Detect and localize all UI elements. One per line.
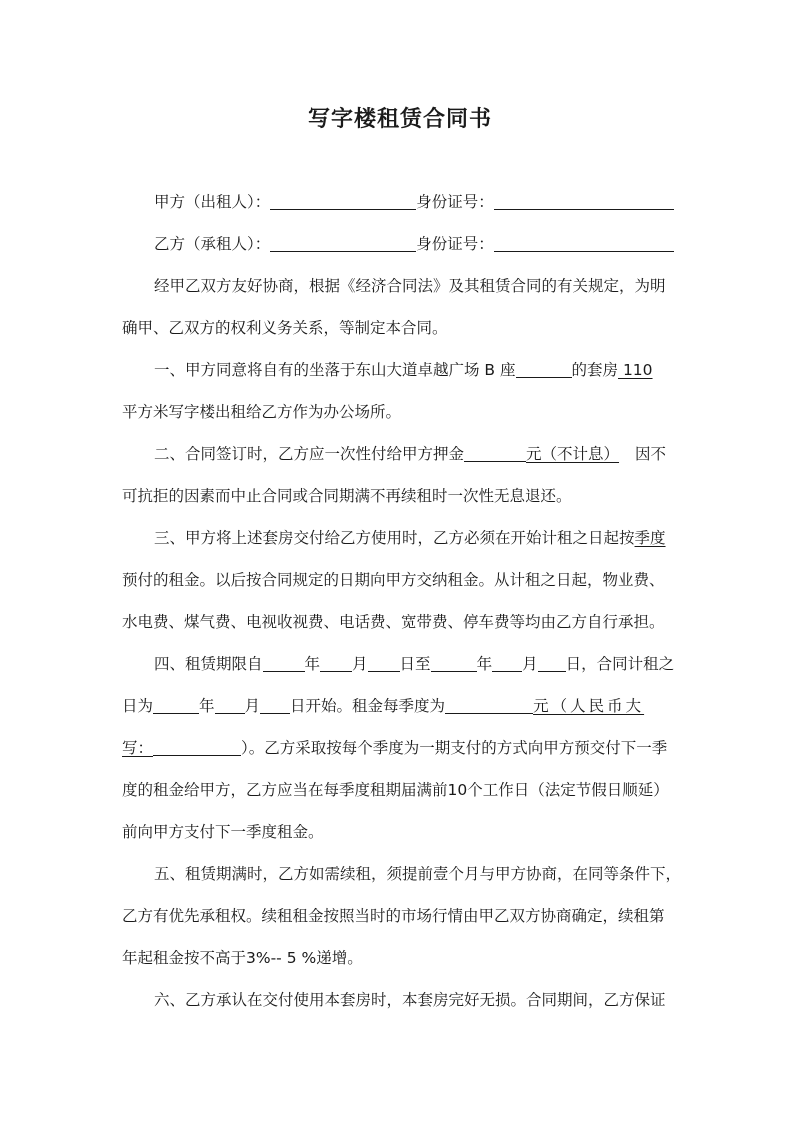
clause-3-line-1 <box>154 527 666 549</box>
party-a-id-label: 身份证号： <box>416 193 494 211</box>
party-b-id-label: 身份证号： <box>416 235 494 253</box>
area-value: 110 <box>618 361 653 379</box>
clause-4-line-1 <box>154 653 674 675</box>
clause-4-line-4: 度的租金给甲方，乙方应当在每季度租期届满前10个工作日（法定节假日顺延） <box>122 781 669 799</box>
deposit-unit: 元（不计息） <box>526 445 620 463</box>
start-day-label: 日至 <box>399 655 431 673</box>
clause-1-text-a: 一、甲方同意将自有的坐落于东山大道卓越广场 B 座 <box>154 361 516 379</box>
clause-1-text-b: 的套房 <box>571 361 619 379</box>
clause-2-text-a: 二、合同签订时，乙方应一次性付给甲方押金 <box>154 445 465 463</box>
clause-3-line-3: 水电费、煤气费、电视收视费、电话费、宽带费、停车费等均由乙方自行承担。 <box>122 613 665 631</box>
clause-4-line-2 <box>122 695 644 717</box>
party-a-label: 甲方（出租人）： <box>154 193 271 211</box>
party-a-id-blank <box>494 191 674 210</box>
start-year-label: 年 <box>304 655 321 673</box>
end-month-blank <box>492 653 522 672</box>
end-day-blank <box>538 653 566 672</box>
clause-4-text-a: 四、租赁期限自 <box>154 655 263 673</box>
clause-5-line-3: 年起租金按不高于3%-- 5 %递增。 <box>122 949 363 967</box>
start-year-blank <box>263 653 305 672</box>
party-a-line <box>154 191 674 213</box>
end-year-label: 年 <box>476 655 493 673</box>
clause-3-line-2: 预付的租金。以后按合同规定的日期向甲方交纳租金。从计租之日起，物业费、 <box>122 571 665 589</box>
document-title: 写字楼租赁合同书 <box>307 107 492 132</box>
amount-in-words-blank <box>153 737 241 756</box>
clause-1-line-2: 平方米写字楼出租给乙方作为办公场所。 <box>122 403 402 421</box>
clause-4-line-3 <box>122 737 667 759</box>
end-year-blank <box>431 653 477 672</box>
rent-start-month-label: 月 <box>244 697 261 715</box>
rent-start-day-label: 日开始。租金每季度为 <box>290 697 446 715</box>
party-b-label: 乙方（承租人）： <box>154 235 271 253</box>
rent-start-day-blank <box>260 695 290 714</box>
amount-in-words-label: 写： <box>122 739 154 757</box>
rent-start-month-blank <box>215 695 245 714</box>
start-month-blank <box>320 653 352 672</box>
party-b-line <box>154 233 674 255</box>
rent-start-year-blank <box>153 695 199 714</box>
clause-4-line-5: 前向甲方支付下一季度租金。 <box>122 823 324 841</box>
clause-2-text-c: 因不 <box>635 445 667 463</box>
clause-5-line-2: 乙方有优先承租权。续租租金按照当时的市场行情由甲乙双方协商确定，续租第 <box>122 907 665 925</box>
payment-period: 季度 <box>634 529 666 547</box>
clause-5-line-1: 五、租赁期满时，乙方如需续租，须提前壹个月与甲方协商，在同等条件下， <box>154 865 682 883</box>
clause-3-text-a: 三、甲方将上述套房交付给乙方使用时，乙方必须在开始计租之日起按 <box>154 529 635 547</box>
quarterly-rent-blank <box>445 695 533 714</box>
intro-line-1: 经甲乙双方友好协商，根据《经济合同法》及其租赁合同的有关规定，为明 <box>154 277 666 295</box>
intro-line-2: 确甲、乙双方的权利义务关系，等制定本合同。 <box>122 319 448 337</box>
end-day-label: 日，合同计租之 <box>565 655 675 673</box>
start-month-label: 月 <box>352 655 368 673</box>
clause-2-line-2: 可抗拒的因素而中止合同或合同期满不再续租时一次性无息退还。 <box>122 487 572 505</box>
party-a-name-blank <box>270 191 416 210</box>
start-day-blank <box>368 653 400 672</box>
rent-unit: 元（人民币大 <box>533 697 645 715</box>
clause-1-line-1 <box>154 359 653 381</box>
clause-4-text-c: ）。乙方采取按每个季度为一期支付的方式向甲方预交付下一季 <box>241 739 668 757</box>
unit-number-blank <box>516 359 572 378</box>
rent-start-year-label: 年 <box>199 697 215 715</box>
party-b-name-blank <box>270 233 416 252</box>
clause-6-line-1: 六、乙方承认在交付使用本套房时，本套房完好无损。合同期间，乙方保证 <box>154 991 666 1009</box>
clause-4-text-b: 日为 <box>122 697 154 715</box>
clause-2-line-1 <box>154 443 666 465</box>
deposit-blank <box>464 443 526 462</box>
end-month-label: 月 <box>522 655 538 673</box>
party-b-id-blank <box>494 233 674 252</box>
